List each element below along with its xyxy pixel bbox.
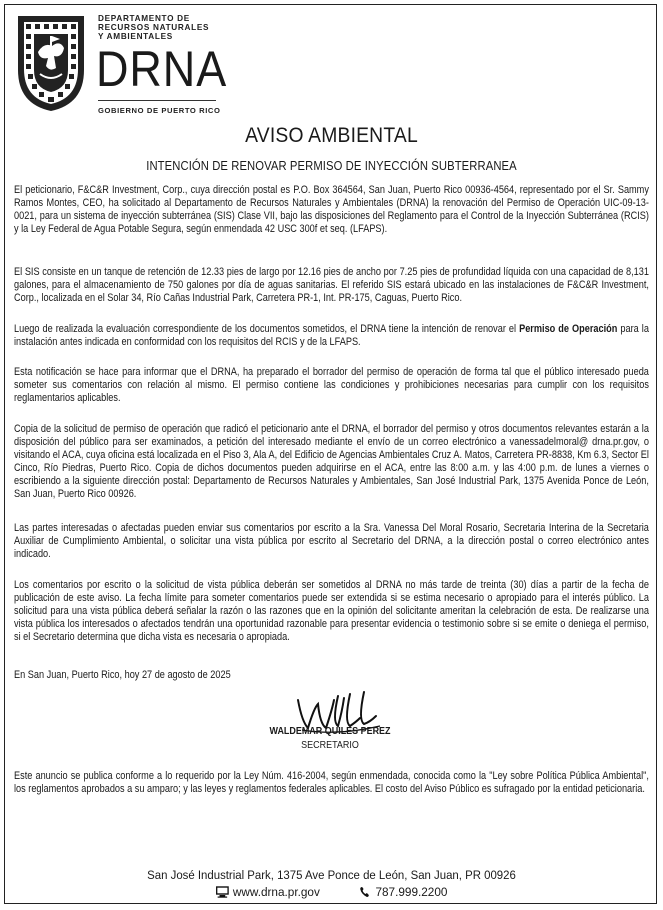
paragraph-petitioner: El peticionario, F&C&R Investment, Corp., cuya dirección postal es P.O. Box 364564, San Juan, Puerto Rico 00936-4564, representado por el Sr. Sammy Ramos Montes, CEO, ha solicitado al Departamento de Recursos Naturales y Ambientales (DRNA) la renovación del Permiso de Operación UIC-09-13-0021, para un sistema de inyección subterránea (SIS) Clase VII, bajo las disposiciones del Reglamento para el Control de la Inyección Subterránea (RCIS) y la Ley Federal de Agua Potable Segura, según enmendada 42 USC 300f et seq. (LFAPS). [14,184,649,235]
computer-icon [216,886,229,898]
footer-contact [0,885,663,899]
date-line: En San Juan, Puerto Rico, hoy 27 de agosto de 2025 [14,669,231,681]
footer-address: San José Industrial Park, 1375 Ave Ponce de León, San Juan, PR 00926 [147,868,516,882]
divider [98,100,216,101]
phone-icon [359,886,372,898]
notice-title: AVISO AMBIENTAL [245,124,418,147]
website-link[interactable]: www.drna.pr.gov [232,885,320,899]
government-name: GOBIERNO DE PUERTO RICO [98,106,221,115]
agency-acronym: DRNA [96,41,228,97]
notice-subtitle: INTENCIÓN DE RENOVAR PERMISO DE INYECCIÓN SUBTERRANEA [146,158,517,173]
paragraph-system-description: El SIS consiste en un tanque de retención de 12.33 pies de largo por 12.16 pies de ancho por 7.25 pies de profundidad líquida con una capacidad de 8,131 galones, para el almacenamiento de 750 galones por día de aguas sanitarias. El referido SIS estará ubicado en las instalaciones de F&C&R Investment, Corp., localizada en el Solar 34, Río Cañas Industrial Park, Carretera PR-1, Int. PR-175, Caguas, Puerto Rico. [14,266,649,304]
paragraph-deadline: Los comentarios por escrito o la solicitud de vista pública deberán ser sometidos al DRNA no más tarde de treinta (30) días a partir de la fecha de publicación de este aviso. La fecha límite para someter comentarios puede ser extendida si se estima necesario o apropiado para el interés público. La solicitud para una vista pública deberá señalar la razón o las razones que en la opinión del solicitante ameritan la celebración de esta. De realizarse una vista pública los interesados o afectados tendrán una oportunidad razonable para presentar evidencia o testimonio sobre si se emite o deniega el permiso, si el Secretario determina que dicha vista es necesaria o apropiada. [14,579,649,643]
signatory-name: WALDEMAR QUILES PEREZ [269,726,391,737]
coat-of-arms-icon [12,12,90,114]
paragraph-notification: Esta notificación se hace para informar que el DRNA, ha preparado el borrador del permiso de operación de forma tal que el público interesado pueda someter sus comentarios con relación al mismo. El permiso contiene las condiciones y prohibiciones necesarias para cumplir con los requisitos reglamentarios aplicables. [14,366,649,404]
permit-type: Permiso de Operación [519,323,618,335]
phone-contact[interactable] [359,885,448,899]
paragraph-legal-basis: Este anuncio se publica conforme a lo requerido por la Ley Núm. 416-2004, según enmendada, conocida como la "Ley sobre Política Pública Ambiental", los reglamentos aprobados a su amparo; y las leyes y reglamentos federales aplicables. El costo del Aviso Público es sufragado por la entidad peticionaria. [14,770,649,795]
department-name: DEPARTAMENTO DE RECURSOS NATURALES Y AMBIENTALES [98,14,210,41]
agency-logo [12,10,228,122]
paragraph-comments-recipient: Las partes interesadas o afectadas pueden enviar sus comentarios por escrito a la Sra. Vanessa Del Moral Rosario, Secretaria Interina de la Secretaria Auxiliar de Cumplimiento Ambiental, o solicitar una vista pública por escrito al Secretario del DRNA, a la dirección postal o correo electrónico antes indicado. [14,522,649,560]
phone-number[interactable]: 787.999.2200 [375,885,448,899]
paragraph-intent: Luego de realizada la evaluación correspondiente de los documentos sometidos, el DRNA tiene la intención de renovar el Permiso de Operación para la instalación antes indicada en conformidad con los requisitos del RCIS y de la LFAPS. [14,323,649,348]
paragraph-document-access: Copia de la solicitud de permiso de operación que radicó el peticionario ante el DRNA, el borrador del permiso y otros documentos relevantes estarán a la disposición del público para ser examinados, a petición del interesado mediante el envío de un correo electrónico a vanessadelmoral@ drna.pr.gov, o visitando el ACA, cuya oficina está localizada en el Piso 3, Ala A, del Edificio de Agencias Ambientales Cruz A. Matos, Carretera PR-8838, Km 6.3, Sector El Cinco, Río Piedras, Puerto Rico. Copia de dichos documentos pueden adquirirse en el ACA, entre las 8:00 a.m. y las 4:00 p.m. de lunes a viernes o escribiendo a la siguiente dirección postal: Departamento de Recursos Naturales y Ambientales, San José Industrial Park, 1375 Avenida Ponce de León, San Juan, Puerto Rico 00926. [14,423,649,500]
signatory-title: SECRETARIO [301,740,359,751]
website-contact[interactable] [216,885,320,899]
